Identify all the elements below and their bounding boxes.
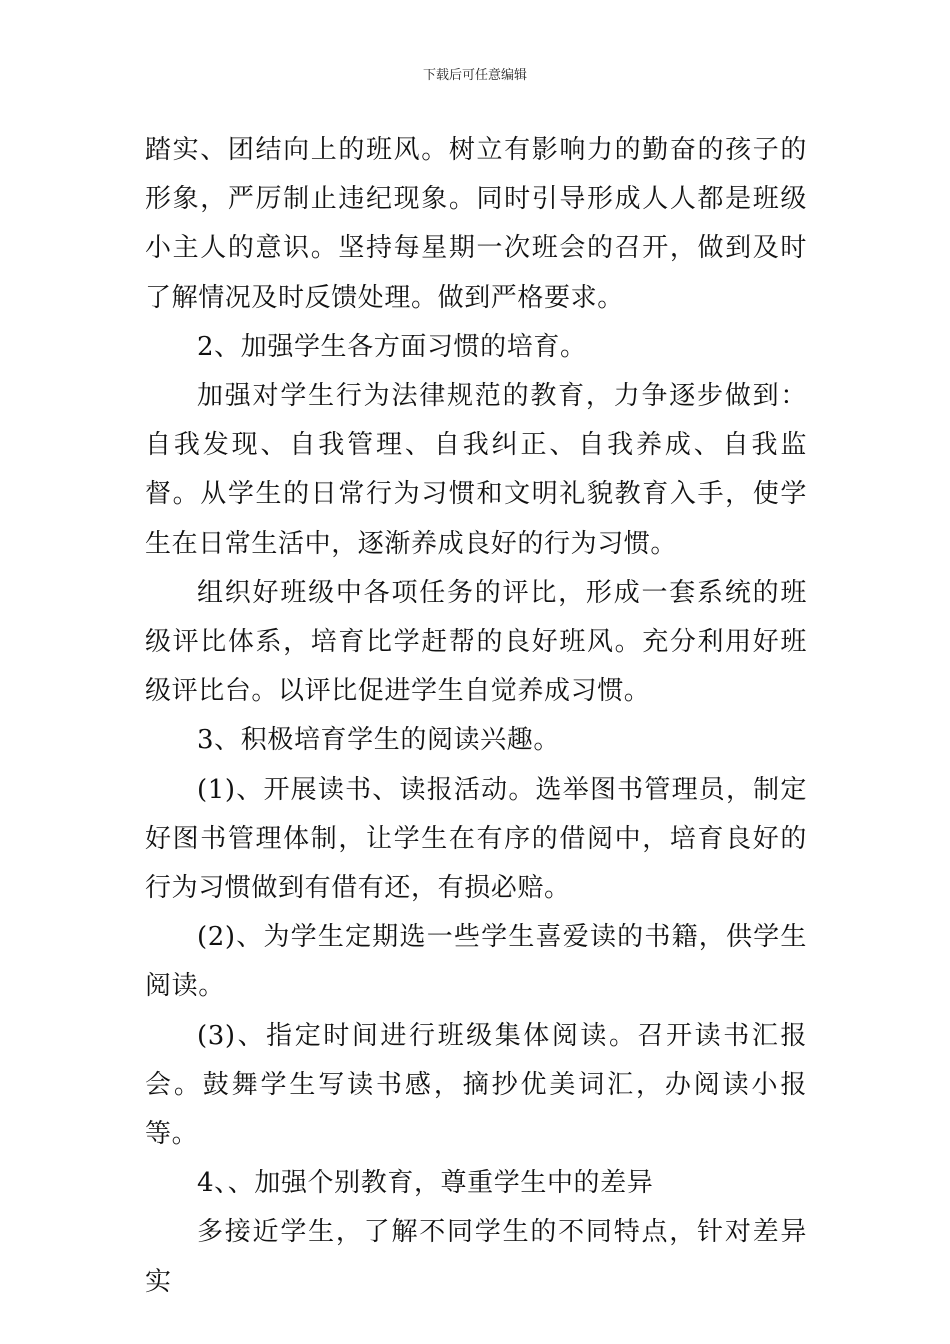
list-item: (1)、开展读书、读报活动。选举图书管理员，制定好图书管理体制，让学生在有序的借阅中，培育良好的行为习惯做到有借有还，有损必赔。 (145, 774, 807, 904)
paragraph: 多接近学生，了解不同学生的不同特点，针对差异实 (145, 1217, 807, 1297)
paragraph: 踏实、团结向上的班风。树立有影响力的勤奋的孩子的形象，严厉制止违纪现象。同时引导形成人人都是班级小主人的意识。坚持每星期一次班会的召开，做到及时了解情况及时反馈处理。做到严格要求。 (145, 135, 807, 313)
list-item: (2)、为学生定期选一些学生喜爱读的书籍，供学生阅读。 (145, 922, 807, 1002)
section-heading: 2、加强学生各方面习惯的培育。 (197, 331, 587, 362)
paragraph: 组织好班级中各项任务的评比，形成一套系统的班级评比体系，培育比学赶帮的良好班风。充分利用好班级评比台。以评比促进学生自觉养成习惯。 (145, 577, 807, 707)
paragraph: 加强对学生行为法律规范的教育，力争逐步做到：自我发现、自我管理、自我纠正、自我养成、自我监督。从学生的日常行为习惯和文明礼貌教育入手，使学生在日常生活中，逐渐养成良好的行为习惯。 (145, 381, 807, 559)
section-heading: 4、、加强个别教育，尊重学生中的差异 (197, 1168, 654, 1199)
page-header: 下载后可任意编辑 (422, 68, 527, 83)
list-item: (3)、指定时间进行班级集体阅读。召开读书汇报会。鼓舞学生写读书感，摘抄优美词汇，办阅读小报等。 (145, 1020, 807, 1150)
document-body (145, 126, 807, 1307)
section-heading: 3、积极培育学生的阅读兴趣。 (197, 725, 560, 756)
